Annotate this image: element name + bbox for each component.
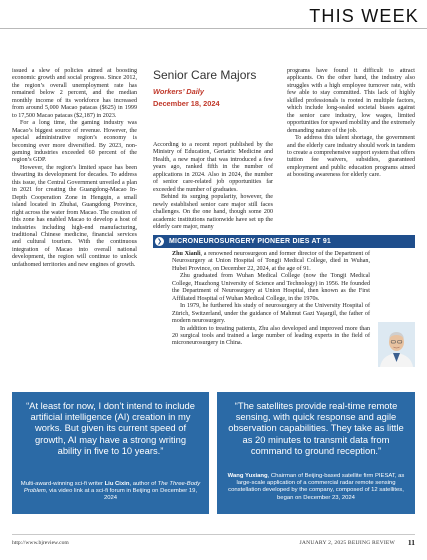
- paragraph: For a long time, the gaming industry was Macao’s biggest source of revenue. However, the special administrative region’s economy is becoming ever more diversified. By 2023, non-gaming industries exceeded 60 percent of the region’s GDP.: [12, 120, 137, 164]
- quote-attribution: [225, 473, 407, 502]
- section-title: THIS WEEK: [309, 6, 419, 26]
- paragraph: In 1979, he furthered his study of neurosurgery at the University Hospital of Zürich, Switzerland, under the guidance of Mahmut Gazi Yaşargil, the father of modern neurosurgery.: [172, 303, 370, 325]
- attribution-suffix: , via video link at a sci-fi forum in Beijing on December 19, 2024: [45, 488, 198, 502]
- story-source: Workers’ Daily: [153, 87, 204, 96]
- obituary-name: Zhu Xianli: [172, 251, 201, 257]
- portrait-photo: [378, 322, 415, 367]
- quote-panel-left: [12, 392, 209, 514]
- footer-issue-line: JANUARY 2, 2025 BEIJING REVIEW: [299, 540, 395, 546]
- paragraph: Behind its surging popularity, however, the newly established senior care major still faces challenges. On the one hand, though some 200 academic institutions nationwide have set up the elderly care major, many: [153, 194, 273, 230]
- obituary-banner: [153, 235, 415, 248]
- attribution-work-title: The Three-Body Problem: [23, 481, 201, 495]
- obituary-banner-label: MICRONEUROSURGERY PIONEER DIES AT 91: [169, 238, 332, 245]
- header-rule: [0, 28, 427, 29]
- paragraph: According to a recent report published by the Ministry of Education, Geriatric Medicine and Health, a new major that was introduced a few years ago, ranked fifth in the number of applications in 2024. Also in 2024, the number of senior care-related job opportunities far exceeded the number of graduates.: [153, 142, 273, 193]
- left-article-column: [12, 68, 137, 269]
- story-body: [153, 142, 273, 231]
- paragraph: In addition to treating patients, Zhu also developed and improved more than 20 surgical tools and trained a large number of leading experts in the field of microneurosurgery in China.: [172, 325, 370, 347]
- attribution-mid: , author of: [129, 481, 158, 487]
- paragraph: [172, 251, 370, 273]
- attribution-suffix: , Chairman of Beijing-based satellite firm PIESAT, as large-scale application of a commercial radar remote sensing constellation developed by the company, composed of 12 satellites, began on December 23, 2024: [228, 473, 405, 501]
- chevron-down-icon: ❯: [156, 238, 163, 245]
- obituary-body: [172, 251, 370, 348]
- attribution-prefix: Multi-award-winning sci-fi writer: [20, 481, 105, 487]
- story-continuation-column: [287, 68, 415, 180]
- footer-rule: [12, 534, 415, 535]
- paragraph: programs have found it difficult to attract applicants. On the other hand, the industry also struggles with a high employee turnover rate, with few able to stay committed. This lack of highly skilled professionals is rooted in multiple factors, which include long-sealed societal biases against the senior care industry, low wages, limited opportunities for upward mobility and the extremely demanding nature of the job.: [287, 68, 415, 134]
- attribution-name: Liu Cixin: [104, 481, 130, 487]
- story-title: Senior Care Majors: [153, 68, 257, 82]
- paragraph: However, the region’s limited space has been thwarting its development for decades. To address this issue, the Central Government unveiled a plan in 2021 for creating the Guangdong-Macao In-Depth Cooperation Zone in Hengqin, a small island located in Zhuhai, Guangdong Province, right across the water from Macao. The creation of this zone has enabled Macao to develop a host of industries including high-end manufacturing, traditional Chinese medicine, financial services and cultural tourism. With the continuous integration of Macao into overall national development, the region will continue to unlock unfathomed territories and new engines of growth.: [12, 164, 137, 268]
- quote-text: “At least for now, I don’t intend to include artificial intelligence (AI) creation in my works. But given its current speed of growth, AI may have a strong writing ability in five to 10 years.”: [26, 400, 195, 456]
- portrait-illustration: [378, 322, 415, 367]
- quote-panel-right: [217, 392, 415, 514]
- story-date: December 18, 2024: [153, 99, 220, 108]
- quote-attribution: [20, 481, 201, 503]
- paragraph: Zhu graduated from Wuhan Medical College (now the Tongji Medical College, Huazhong University of Science and Technology) in 1956. He founded the Department of Neurosurgery at Union Hospital, then known as the First Affiliated Hospital of Wuhan Medical College, in the 1970s.: [172, 273, 370, 302]
- footer-url[interactable]: http://www.bjreview.com: [12, 540, 69, 546]
- paragraph: issued a slew of policies aimed at boosting economic growth and social progress. Since 2012, the region’s overall unemployment rate has remained below 2 percent, and the median monthly income of its workforce has increased from around 5,000 Macao patacas ($625) in 1999 to 17,500 Macao patacas ($2,187) in 2023.: [12, 68, 137, 119]
- obituary-lead-text: , a renowned neurosurgeon and former director of the Department of Neurosurgery at Union Hospital of Tongji Medical College, died in Wuhan, Hubei Province, on December 22, 2024, at the age of 91.: [172, 251, 370, 272]
- quote-text: “The satellites provide real-time remote sensing, with quick response and agile observation capabilities. They take as little as 20 minutes to transmit data from command to ground reception.”: [228, 400, 404, 456]
- attribution-name: Wang Yuxiang: [227, 473, 268, 479]
- paragraph: To address this talent shortage, the government and the elderly care industry should work in tandem to create a comprehensive support system that offers tuition fee waivers, subsidies, guaranteed employment and public education programs aimed at boosting awareness for elderly care.: [287, 135, 415, 179]
- page-number: 11: [407, 538, 415, 547]
